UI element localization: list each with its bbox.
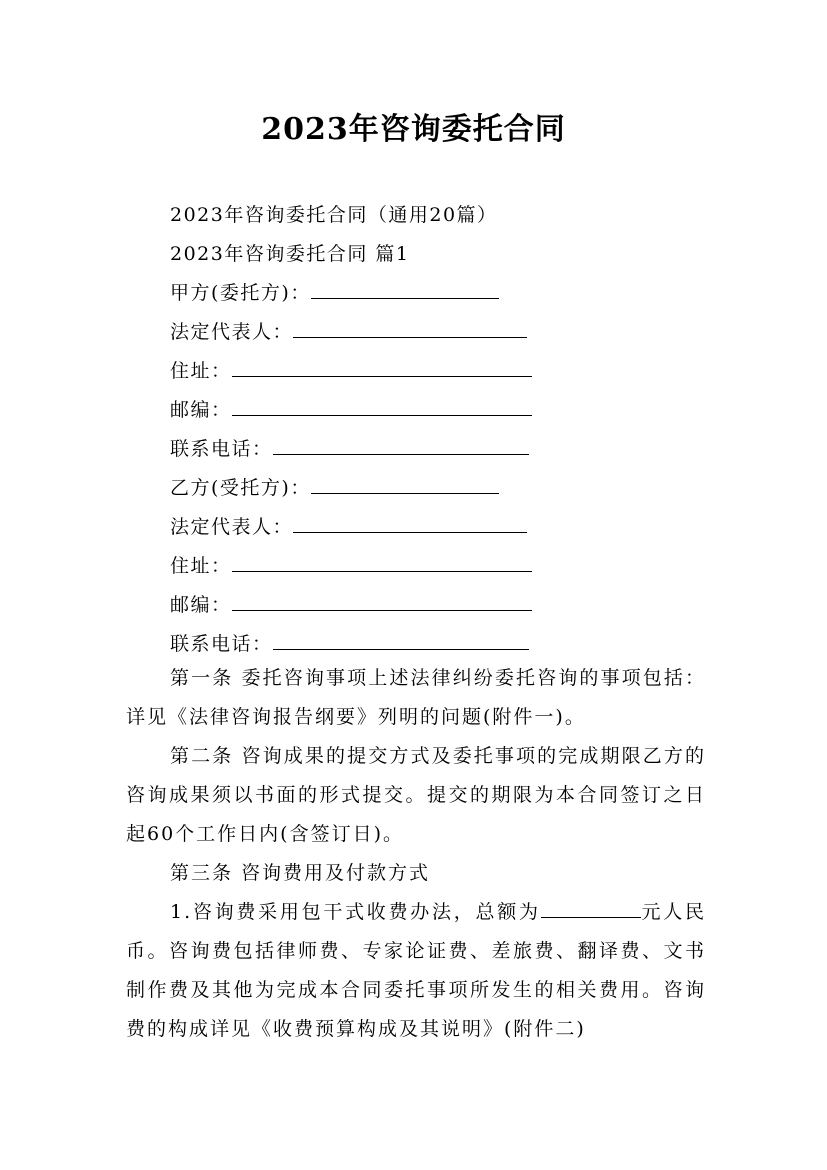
party-b-address-field[interactable] [232,553,532,572]
party-a-postcode-label: 邮编： [170,399,232,421]
party-a-legal-rep-field[interactable] [293,319,527,338]
section-heading: 2023年咨询委托合同 篇1 [170,243,410,265]
party-b-address-label: 住址： [170,555,232,577]
article-3-heading: 第三条 咨询费用及付款方式 [170,862,431,884]
party-b-postcode-field[interactable] [232,592,532,611]
item-1-text-before: 1.咨询费采用包干式收费办法，总额为 [170,901,541,923]
party-a-postcode-field[interactable] [232,397,532,416]
article-1: 第一条 委托咨询事项上述法律纠纷委托咨询的事项包括：详见《法律咨询报告纲要》列明的问题(附件一)。 [126,667,706,728]
item-1-text-after: 元人民币。咨询费包括律师费、专家论证费、差旅费、翻译费、文书制作费及其他为完成本合同委托事项所发生的相关费用。咨询费的构成详见《收费预算构成及其说明》(附件二) [126,901,706,1040]
fee-amount-field[interactable] [541,899,641,918]
article-2: 第二条 咨询成果的提交方式及委托事项的完成期限乙方的咨询成果须以书面的形式提交。提交的期限为本合同签订之日起60个工作日内(含签订日)。 [126,745,706,845]
party-b-legal-rep-row [170,512,527,539]
party-a-address-field[interactable] [232,358,532,377]
article-3-item-1 [126,893,706,1049]
party-b-address-row [170,551,532,578]
party-a-legal-rep-row [170,317,527,344]
party-b-legal-rep-field[interactable] [293,514,527,533]
party-a-name-field[interactable] [311,280,499,299]
document-title: 2023年咨询委托合同 [261,112,566,147]
party-b-row [170,473,499,500]
party-a-postcode-row [170,395,532,422]
document-subtitle: 2023年咨询委托合同（通用20篇） [170,204,498,226]
party-a-label: 甲方(委托方)： [170,282,311,304]
party-a-legal-rep-label: 法定代表人： [170,321,294,343]
party-b-phone-row [170,629,529,656]
party-a-phone-field[interactable] [273,436,529,455]
party-b-legal-rep-label: 法定代表人： [170,516,294,538]
party-b-name-field[interactable] [311,475,499,494]
party-a-address-label: 住址： [170,360,232,382]
party-a-address-row [170,356,532,383]
party-b-label: 乙方(受托方)： [170,477,311,499]
party-a-row [170,278,499,305]
party-a-phone-row [170,434,529,461]
party-b-postcode-row [170,590,532,617]
party-b-postcode-label: 邮编： [170,594,232,616]
party-b-phone-label: 联系电话： [170,633,273,655]
party-b-phone-field[interactable] [273,631,529,650]
party-a-phone-label: 联系电话： [170,438,273,460]
